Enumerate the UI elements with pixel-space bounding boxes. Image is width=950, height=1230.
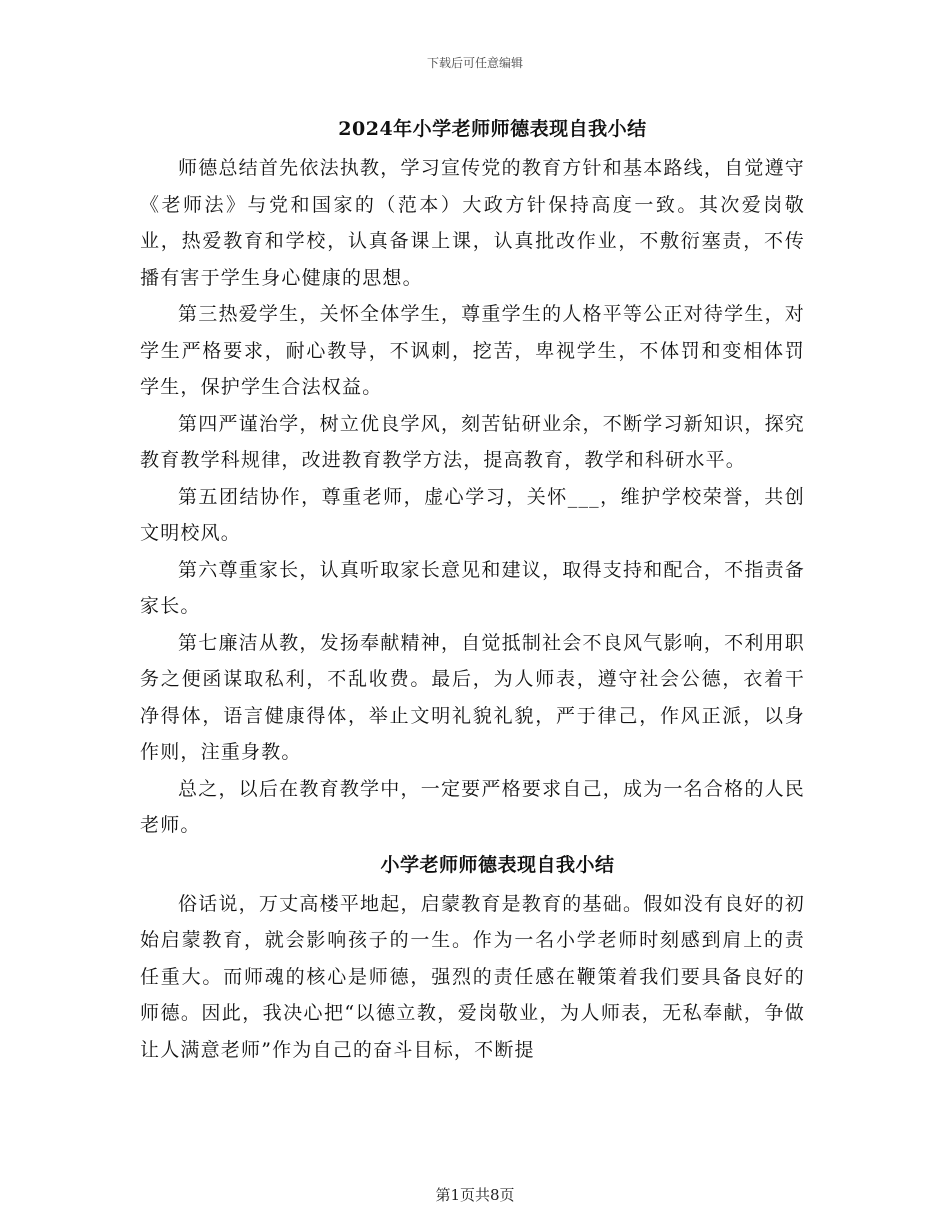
paragraph-2: 第三热爱学生，关怀全体学生，尊重学生的人格平等公正对待学生，对学生严格要求，耐心教导，不讽刺，挖苦，卑视学生，不体罚和变相体罚学生，保护学生合法权益。 [140,303,805,398]
header-note: 下载后可任意编辑 [426,56,523,70]
page-number: 第1页共8页 [435,1186,515,1204]
paragraph-6: 第七廉洁从教，发扬奉献精神，自觉抵制社会不良风气影响，不利用职务之便函谋取私利，不乱收费。最后，为人师表，遵守社会公德，衣着干净得体，语言健康得体，举止文明礼貌礼貌，严于律己，作风正派，以身作则，注重身教。 [140,631,805,763]
section-title-2024: 2024年小学老师师德表现自我小结 [338,118,647,140]
paragraph-7: 总之，以后在教育教学中，一定要严格要求自己，成为一名合格的人民老师。 [140,777,805,836]
paragraph-8: 俗话说，万丈高楼平地起，启蒙教育是教育的基础。假如没有良好的初始启蒙教育，就会影响孩子的一生。作为一名小学老师时刻感到肩上的责任重大。而师魂的核心是师德，强烈的责任感在鞭策着我们要具备良好的师德。因此，我决心把“以德立教，爱岗敬业，为人师表，无私奉献，争做让人满意老师”作为自己的奋斗目标，不断提 [140,892,805,1061]
paragraph-5: 第六尊重家长，认真听取家长意见和建议，取得支持和配合，不指责备家长。 [140,558,805,617]
section-title-second: 小学老师师德表现自我小结 [380,853,615,876]
paragraph-4: 第五团结协作，尊重老师，虚心学习，关怀___，维护学校荣誉，共创文明校风。 [140,485,805,544]
paragraph-1: 师德总结首先依法执教，学习宣传党的教育方针和基本路线，自觉遵守《老师法》与党和国家的（范本）大政方针保持高度一致。其次爱岗敬业，热爱教育和学校，认真备课上课，认真批改作业，不敷衍塞责，不传播有害于学生身心健康的思想。 [140,157,805,289]
paragraph-3: 第四严谨治学，树立优良学风，刻苦钻研业余，不断学习新知识，探究教育教学科规律，改进教育教学方法，提高教育，教学和科研水平。 [140,412,805,471]
document-body [140,112,805,1068]
